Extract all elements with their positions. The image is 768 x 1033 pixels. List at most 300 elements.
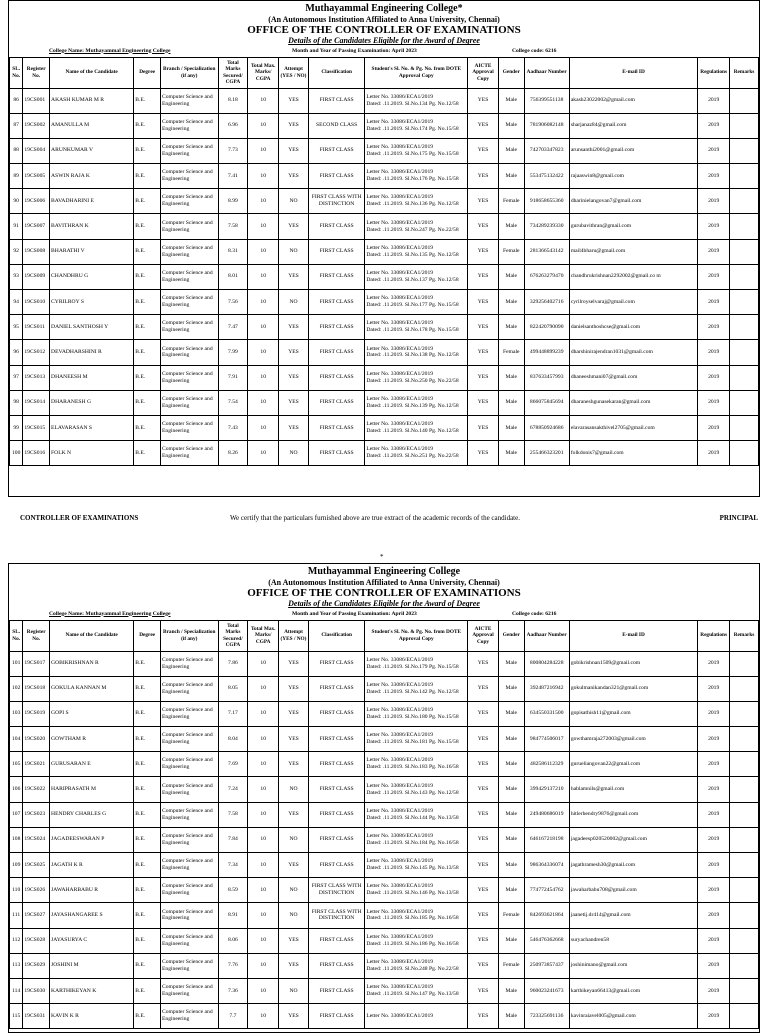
gender-cell: Male: [498, 676, 524, 701]
register-no-cell: 19CS023: [23, 802, 50, 827]
aadhaar-cell: 866075845694: [524, 390, 569, 415]
register-no-cell: 19CS016: [23, 441, 50, 466]
sl-no-cell: 104: [10, 727, 23, 752]
dote-dated-line: Dated: .11.2019. Sl.No.144 Pg. No.13/58: [366, 814, 459, 821]
dote-approval-cell: [365, 315, 468, 340]
dote-approval-cell: [365, 264, 468, 289]
dote-letter-line: Letter No. 33086/ECA1/2019: [366, 958, 434, 965]
max-cgpa-cell: 10: [248, 651, 279, 676]
dote-letter-line: Letter No. 33086/ECA1/2019: [366, 883, 434, 890]
email-cell: suryachandren58: [569, 928, 697, 953]
sl-no-cell: 98: [10, 390, 23, 415]
remarks-cell: [730, 878, 759, 903]
dote-dated-line: Dated: .11.2019. Sl.No.176 Pg. No.15/58: [366, 176, 459, 183]
cgpa-cell: 7.58: [218, 214, 248, 239]
branch-cell: Computer Science and Engineering: [160, 978, 218, 1003]
attempt-cell: YES: [279, 88, 309, 113]
gender-cell: Male: [498, 651, 524, 676]
dote-letter-line: Letter No. 33086/ECA1/2019: [366, 757, 434, 764]
table-row: [10, 113, 759, 138]
aicte-cell: YES: [468, 88, 499, 113]
dote-letter-line: Letter No. 33086/ECA1/2019: [366, 707, 434, 713]
max-cgpa-cell: 10: [248, 88, 279, 113]
candidate-name-cell: DHARANESH G: [50, 390, 134, 415]
sl-no-cell: 103: [10, 701, 23, 726]
remarks-cell: [730, 415, 759, 440]
aadhaar-cell: 918658655360: [524, 189, 569, 214]
regulations-cell: 2019: [698, 1004, 730, 1029]
degree-cell: B.E.: [134, 802, 161, 827]
dote-approval-cell: [365, 727, 468, 752]
branch-cell: Computer Science and Engineering: [160, 853, 218, 878]
dote-dated-line: Dated: .11.2019. Sl.No.146 Pg. No.13/58: [366, 890, 459, 897]
branch-cell: Computer Science and Engineering: [160, 953, 218, 978]
classification-cell: FIRST CLASS: [308, 340, 365, 365]
dote-letter-line: Letter No. 33086/ECA1/2019: [366, 144, 434, 150]
dote-approval-cell: [365, 239, 468, 264]
table-row: [10, 802, 759, 827]
remarks-cell: [730, 752, 759, 777]
classification-cell: FIRST CLASS: [308, 88, 365, 113]
register-no-cell: 19CS005: [23, 164, 50, 189]
gender-cell: Female: [498, 239, 524, 264]
email-cell: dharaneshgunasekaran@gmail.com: [569, 390, 697, 415]
table-row: [10, 878, 759, 903]
dote-letter-line: Letter No. 33086/ECA1/2019: [366, 656, 434, 663]
degree-cell: B.E.: [134, 777, 161, 802]
certification-text: We certify that the particulars furnished above are true extract of the academic records of the candidate.: [230, 514, 520, 522]
dote-dated-line: Dated: .11.2019. Sl.No.178 Pg. No.15/58: [366, 327, 459, 334]
regulations-cell: 2019: [698, 189, 730, 214]
dote-dated-line: Dated: .11.2019. Sl.No.179 Pg. No.15/58: [366, 663, 459, 670]
dote-letter-line: Letter No. 33086/ECA1/2019: [366, 782, 434, 789]
regulations-cell: 2019: [698, 878, 730, 903]
email-cell: gokulmanikandan321@gmail.com: [569, 676, 697, 701]
register-no-cell: 19CS018: [23, 676, 50, 701]
regulations-cell: 2019: [698, 264, 730, 289]
max-cgpa-cell: 10: [248, 365, 279, 390]
dote-letter-line: Letter No. 33086/ECA1/2019: [366, 908, 434, 915]
degree-cell: B.E.: [134, 189, 161, 214]
email-cell: dharshinirajendran1031@gmail.com: [569, 340, 697, 365]
gender-cell: Male: [498, 827, 524, 852]
dote-dated-line: Dated: .11.2019. Sl.No.147 Pg. No.13/58: [366, 991, 459, 998]
table-row: [10, 239, 759, 264]
max-cgpa-cell: 10: [248, 214, 279, 239]
branch-cell: Computer Science and Engineering: [160, 903, 218, 928]
column-header: Remarks: [730, 620, 759, 651]
attempt-cell: YES: [279, 802, 309, 827]
remarks-cell: [730, 214, 759, 239]
dote-approval-cell: [365, 415, 468, 440]
column-header: Total Marks Secured/ CGPA: [218, 620, 248, 651]
regulations-cell: 2019: [698, 752, 730, 777]
candidate-name-cell: KARTHIKEYAN K: [50, 978, 134, 1003]
degree-cell: B.E.: [134, 214, 161, 239]
aadhaar-cell: 676263279470: [524, 264, 569, 289]
candidates-table: [9, 620, 759, 1030]
degree-cell: B.E.: [134, 365, 161, 390]
register-no-cell: 19CS014: [23, 390, 50, 415]
attempt-cell: YES: [279, 415, 309, 440]
table-row: [10, 651, 759, 676]
dote-dated-line: Dated: .11.2019. Sl.No.139 Pg. No.12/58: [366, 402, 459, 409]
regulations-cell: 2019: [698, 164, 730, 189]
attempt-cell: YES: [279, 928, 309, 953]
max-cgpa-cell: 10: [248, 853, 279, 878]
sl-no-cell: 89: [10, 164, 23, 189]
column-header: Student's Sl. No. & Pg. No. from DOTE Approval Copy: [365, 57, 468, 88]
certification-footer: [0, 512, 768, 526]
attempt-cell: YES: [279, 214, 309, 239]
branch-cell: Computer Science and Engineering: [160, 365, 218, 390]
aicte-cell: YES: [468, 264, 499, 289]
candidate-name-cell: GURUSARAN E: [50, 752, 134, 777]
sl-no-cell: 112: [10, 928, 23, 953]
regulations-cell: 2019: [698, 777, 730, 802]
column-header: Name of the Candidate: [50, 620, 134, 651]
remarks-cell: [730, 290, 759, 315]
max-cgpa-cell: 10: [248, 415, 279, 440]
register-no-cell: 19CS009: [23, 264, 50, 289]
column-header: Classification: [308, 57, 365, 88]
document-page-2: [8, 563, 760, 1033]
aadhaar-cell: 546476362668: [524, 928, 569, 953]
cgpa-cell: 7.24: [218, 777, 248, 802]
table-row: [10, 415, 759, 440]
document-subtitle: Details of the Candidates Eligible for the Award of Degree: [288, 599, 480, 609]
cgpa-cell: 8.99: [218, 189, 248, 214]
dote-dated-line: Dated: .11.2019. Sl.No.248 Pg. No.22/58: [366, 965, 459, 972]
regulations-cell: 2019: [698, 853, 730, 878]
attempt-cell: YES: [279, 164, 309, 189]
branch-cell: Computer Science and Engineering: [160, 878, 218, 903]
aicte-cell: YES: [468, 853, 499, 878]
cgpa-cell: 7.17: [218, 701, 248, 726]
aicte-cell: YES: [468, 878, 499, 903]
column-header: Total Marks Secured/ CGPA: [218, 57, 248, 88]
classification-cell: FIRST CLASS: [308, 701, 365, 726]
max-cgpa-cell: 10: [248, 752, 279, 777]
sl-no-cell: 105: [10, 752, 23, 777]
email-cell: chandhrukrishnan2292002@gmail.co m: [569, 264, 697, 289]
register-no-cell: 19CS029: [23, 953, 50, 978]
aicte-cell: YES: [468, 290, 499, 315]
column-header: Student's Sl. No. & Pg. No. from DOTE Approval Copy: [365, 620, 468, 651]
remarks-cell: [730, 853, 759, 878]
dote-letter-line: Letter No. 33086/ECA1/2019: [366, 446, 434, 453]
classification-cell: FIRST CLASS: [308, 441, 365, 466]
dote-dated-line: Dated: .11.2019. Sl.No.247 Pg. No.22/58: [366, 226, 459, 233]
regulations-cell: 2019: [698, 727, 730, 752]
regulations-cell: 2019: [698, 340, 730, 365]
candidate-name-cell: JAYASHANGAREE S: [50, 903, 134, 928]
office-title: OFFICE OF THE CONTROLLER OF EXAMINATIONS: [247, 23, 521, 36]
branch-cell: Computer Science and Engineering: [160, 239, 218, 264]
aicte-cell: YES: [468, 928, 499, 953]
cgpa-cell: 7.41: [218, 164, 248, 189]
degree-cell: B.E.: [134, 138, 161, 163]
aadhaar-cell: 553475132422: [524, 164, 569, 189]
remarks-cell: [730, 138, 759, 163]
table-row: [10, 138, 759, 163]
branch-cell: Computer Science and Engineering: [160, 415, 218, 440]
regulations-cell: 2019: [698, 827, 730, 852]
sl-no-cell: 107: [10, 802, 23, 827]
gender-cell: Male: [498, 415, 524, 440]
branch-cell: Computer Science and Engineering: [160, 113, 218, 138]
column-header: Branch / Specialization (if any): [160, 57, 218, 88]
remarks-cell: [730, 827, 759, 852]
dote-dated-line: Dated: .11.2019. Sl.No.143 Pg. No.12/58: [366, 789, 459, 796]
gender-cell: Male: [498, 441, 524, 466]
dote-letter-line: Letter No. 33086/ECA1/2019: [366, 345, 434, 352]
regulations-cell: 2019: [698, 239, 730, 264]
regulations-cell: 2019: [698, 365, 730, 390]
register-no-cell: 19CS031: [23, 1004, 50, 1029]
gender-cell: Male: [498, 777, 524, 802]
max-cgpa-cell: 10: [248, 239, 279, 264]
dote-dated-line: Dated: .11.2019. Sl.No.145 Pg. No.13/58: [366, 865, 459, 872]
candidate-name-cell: BHARATHI V: [50, 239, 134, 264]
max-cgpa-cell: 10: [248, 953, 279, 978]
aicte-cell: YES: [468, 441, 499, 466]
table-header-row: [10, 620, 759, 651]
dote-dated-line: Dated: .11.2019. Sl.No.177 Pg. No.15/58: [366, 302, 459, 309]
remarks-cell: [730, 802, 759, 827]
cgpa-cell: 8.05: [218, 676, 248, 701]
regulations-cell: 2019: [698, 113, 730, 138]
attempt-cell: NO: [279, 239, 309, 264]
aadhaar-cell: 482586112329: [524, 752, 569, 777]
remarks-cell: [730, 239, 759, 264]
cgpa-cell: 8.26: [218, 441, 248, 466]
column-header: Classification: [308, 620, 365, 651]
register-no-cell: 19CS008: [23, 239, 50, 264]
remarks-cell: [730, 390, 759, 415]
email-cell: dhaneeshmani07@gmail.com: [569, 365, 697, 390]
register-no-cell: 19CS012: [23, 340, 50, 365]
dote-dated-line: Dated: .11.2019. Sl.No.175 Pg. No.15/58: [366, 150, 459, 157]
attempt-cell: YES: [279, 701, 309, 726]
cgpa-cell: 7.36: [218, 978, 248, 1003]
degree-cell: B.E.: [134, 853, 161, 878]
dote-approval-cell: [365, 676, 468, 701]
dote-letter-line: Letter No. 33086/ECA1/2019: [366, 244, 434, 251]
register-no-cell: 19CS030: [23, 978, 50, 1003]
attempt-cell: YES: [279, 727, 309, 752]
branch-cell: Computer Science and Engineering: [160, 189, 218, 214]
sl-no-cell: 99: [10, 415, 23, 440]
college-name-label: College Name: Muthayammal Engineering College: [49, 47, 171, 54]
exam-month-label: Month and Year of Passing Examination: April 2023: [292, 47, 417, 54]
register-no-cell: 19CS027: [23, 903, 50, 928]
aadhaar-cell: 399429137210: [524, 777, 569, 802]
table-row: [10, 928, 759, 953]
degree-cell: B.E.: [134, 878, 161, 903]
dote-approval-cell: [365, 1004, 468, 1029]
gender-cell: Male: [498, 113, 524, 138]
email-cell: hitlerhendry9876@gmail.com: [569, 802, 697, 827]
aadhaar-cell: 281366543142: [524, 239, 569, 264]
register-no-cell: 19CS022: [23, 777, 50, 802]
table-row: [10, 88, 759, 113]
classification-cell: FIRST CLASS: [308, 827, 365, 852]
gender-cell: Male: [498, 88, 524, 113]
regulations-cell: 2019: [698, 214, 730, 239]
gender-cell: Male: [498, 138, 524, 163]
remarks-cell: [730, 264, 759, 289]
max-cgpa-cell: 10: [248, 138, 279, 163]
max-cgpa-cell: 10: [248, 315, 279, 340]
degree-cell: B.E.: [134, 290, 161, 315]
candidate-name-cell: ARUNKUMAR V: [50, 138, 134, 163]
regulations-cell: 2019: [698, 138, 730, 163]
degree-cell: B.E.: [134, 928, 161, 953]
cgpa-cell: 8.06: [218, 928, 248, 953]
candidate-name-cell: JAGADEESWARAN P: [50, 827, 134, 852]
register-no-cell: 19CS024: [23, 827, 50, 852]
dote-dated-line: Dated: .11.2019. Sl.No.135 Pg. No.12/58: [366, 251, 459, 258]
cgpa-cell: 7.91: [218, 365, 248, 390]
regulations-cell: 2019: [698, 390, 730, 415]
branch-cell: Computer Science and Engineering: [160, 290, 218, 315]
cgpa-cell: 8.91: [218, 903, 248, 928]
remarks-cell: [730, 978, 759, 1003]
degree-cell: B.E.: [134, 827, 161, 852]
max-cgpa-cell: 10: [248, 727, 279, 752]
column-header: AICTE Approval Copy: [468, 620, 499, 651]
candidate-name-cell: KAVIN K R: [50, 1004, 134, 1029]
dote-letter-line: Letter No. 33086/ECA1/2019: [366, 421, 434, 428]
classification-cell: FIRST CLASS: [308, 264, 365, 289]
dote-approval-cell: [365, 88, 468, 113]
branch-cell: Computer Science and Engineering: [160, 1004, 218, 1029]
cgpa-cell: 7.69: [218, 752, 248, 777]
dote-letter-line: Letter No. 33086/ECA1/2019: [366, 807, 434, 814]
dote-approval-cell: [365, 290, 468, 315]
aadhaar-cell: 960023241673: [524, 978, 569, 1003]
register-no-cell: 19CS007: [23, 214, 50, 239]
degree-cell: B.E.: [134, 953, 161, 978]
branch-cell: Computer Science and Engineering: [160, 264, 218, 289]
dote-letter-line: Letter No. 33086/ECA1/2019: [366, 984, 434, 991]
dote-approval-cell: [365, 651, 468, 676]
dote-dated-line: Dated: .11.2019. Sl.No.250 Pg. No.22/58: [366, 377, 459, 384]
aicte-cell: YES: [468, 827, 499, 852]
sl-no-cell: 95: [10, 315, 23, 340]
max-cgpa-cell: 10: [248, 903, 279, 928]
dote-approval-cell: [365, 827, 468, 852]
branch-cell: Computer Science and Engineering: [160, 777, 218, 802]
attempt-cell: YES: [279, 676, 309, 701]
dote-dated-line: Dated: .11.2019. Sl.No.134 Pg. No.12/58: [366, 100, 459, 107]
gender-cell: Male: [498, 853, 524, 878]
email-cell: gopisathish11@gmail.com: [569, 701, 697, 726]
classification-cell: FIRST CLASS: [308, 928, 365, 953]
remarks-cell: [730, 88, 759, 113]
regulations-cell: 2019: [698, 315, 730, 340]
candidate-name-cell: AKASH KUMAR M R: [50, 88, 134, 113]
degree-cell: B.E.: [134, 978, 161, 1003]
gender-cell: Male: [498, 264, 524, 289]
aicte-cell: YES: [468, 415, 499, 440]
max-cgpa-cell: 10: [248, 340, 279, 365]
branch-cell: Computer Science and Engineering: [160, 340, 218, 365]
dote-dated-line: Dated: .11.2019. Sl.No.142 Pg. No.12/58: [366, 688, 459, 695]
register-no-cell: 19CS021: [23, 752, 50, 777]
cgpa-cell: 7.7: [218, 1004, 248, 1029]
email-cell: gurueliangovan22@gmail.com: [569, 752, 697, 777]
email-cell: joshinimano@gmail.com: [569, 953, 697, 978]
asterisk-mark: *: [380, 553, 384, 561]
degree-cell: B.E.: [134, 441, 161, 466]
classification-cell: FIRST CLASS: [308, 777, 365, 802]
dote-letter-line: Letter No. 33086/ECA1/2019: [366, 933, 434, 940]
register-no-cell: 19CS025: [23, 853, 50, 878]
dote-letter-line: Letter No. 33086/ECA1/2019: [366, 681, 434, 688]
aicte-cell: YES: [468, 651, 499, 676]
attempt-cell: YES: [279, 340, 309, 365]
max-cgpa-cell: 10: [248, 777, 279, 802]
dote-approval-cell: [365, 214, 468, 239]
table-row: [10, 315, 759, 340]
aadhaar-cell: 986364336074: [524, 853, 569, 878]
remarks-cell: [730, 365, 759, 390]
classification-cell: FIRST CLASS: [308, 164, 365, 189]
column-header: Aadhaar Number: [524, 620, 569, 651]
max-cgpa-cell: 10: [248, 264, 279, 289]
aadhaar-cell: 249480686019: [524, 802, 569, 827]
degree-cell: B.E.: [134, 390, 161, 415]
dote-approval-cell: [365, 138, 468, 163]
dote-letter-line: Letter No. 33086/ECA1/2019: [366, 370, 434, 377]
sl-no-cell: 101: [10, 651, 23, 676]
table-row: [10, 752, 759, 777]
register-no-cell: 19CS013: [23, 365, 50, 390]
email-cell: mail4bharu@gmail.com: [569, 239, 697, 264]
attempt-cell: YES: [279, 853, 309, 878]
sl-no-cell: 87: [10, 113, 23, 138]
candidate-name-cell: GOBIKRISHNAN R: [50, 651, 134, 676]
dote-letter-line: Letter No. 33086/ECA1/2019: [366, 118, 434, 125]
aadhaar-cell: 742703347823: [524, 138, 569, 163]
dote-approval-cell: [365, 853, 468, 878]
attempt-cell: YES: [279, 1004, 309, 1029]
column-header: Degree: [134, 57, 161, 88]
email-cell: folkdonis7@gmail.com: [569, 441, 697, 466]
register-no-cell: 19CS019: [23, 701, 50, 726]
degree-cell: B.E.: [134, 88, 161, 113]
dote-dated-line: Dated: .11.2019. Sl.No.183 Pg. No.16/58: [366, 764, 459, 771]
dote-dated-line: Dated: .11.2019. Sl.No.251 Pg. No.22/58: [366, 453, 459, 460]
remarks-cell: [730, 727, 759, 752]
max-cgpa-cell: 10: [248, 290, 279, 315]
cgpa-cell: 7.47: [218, 315, 248, 340]
candidate-name-cell: JAWAHARBABU R: [50, 878, 134, 903]
attempt-cell: YES: [279, 953, 309, 978]
register-no-cell: 19CS017: [23, 651, 50, 676]
column-header: Gender: [498, 620, 524, 651]
register-no-cell: 19CS002: [23, 113, 50, 138]
table-row: [10, 777, 759, 802]
aicte-cell: YES: [468, 978, 499, 1003]
table-row: [10, 903, 759, 928]
gender-cell: Male: [498, 701, 524, 726]
attempt-cell: NO: [279, 903, 309, 928]
degree-cell: B.E.: [134, 315, 161, 340]
attempt-cell: YES: [279, 390, 309, 415]
